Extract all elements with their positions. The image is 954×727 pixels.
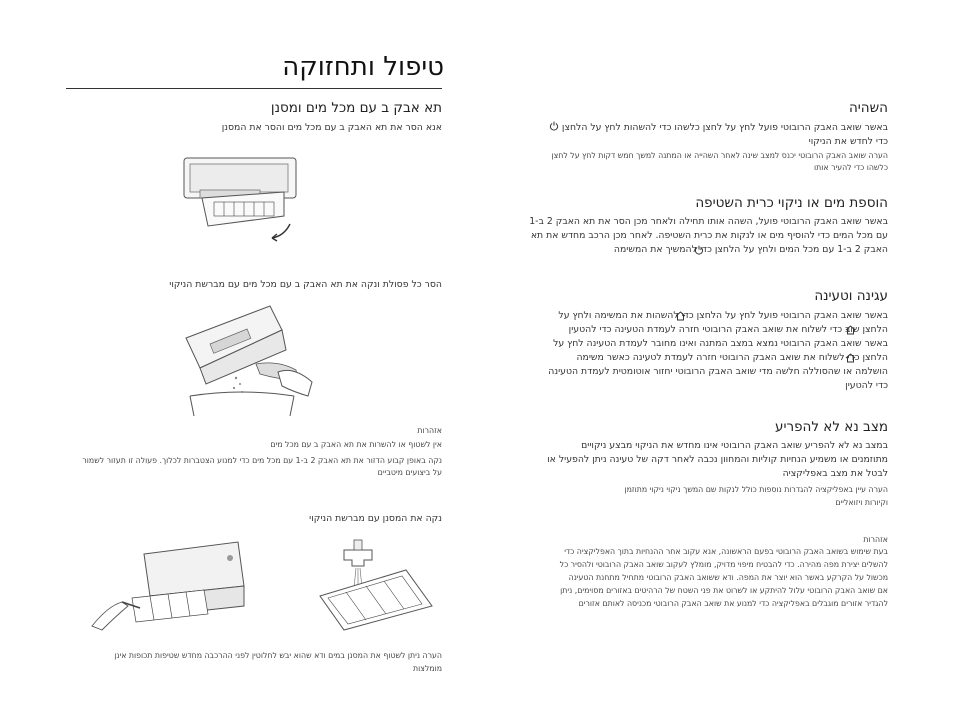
dust-tank-illustration xyxy=(180,152,305,244)
filter-step: נקה את המסנן עם מברשת הניקוי xyxy=(309,513,442,524)
rinse-filter-illustration xyxy=(314,536,442,632)
dock-body-line-1: באשר שואב האבק הרובוטי פועל לחץ על הלחצן כדי להשהות את המשימה ולחץ על xyxy=(558,310,888,321)
section-title: השהיה xyxy=(848,100,888,116)
text: באשר שואב האבק הרובוטי פועל לחץ על לחצן כלשהו כדי להשהות לחץ על הלחצן xyxy=(561,122,888,133)
home-icon xyxy=(845,353,856,363)
dock-body-line-5: הושלמה או שהסוללה חלשה מדי שואב האבק הרובוטי יחזור אוטומטית לעמדת הטעינה xyxy=(548,366,888,377)
tank-step-2: הסר כל פסולת ונקה את תא האבק ב עם מכל מים עם מברשת הניקוי xyxy=(169,279,442,290)
page-title: טיפול ותחזוקה xyxy=(282,52,444,82)
pause-body-line-1 xyxy=(512,121,888,135)
section-dust-tank xyxy=(66,100,442,116)
brush-filter-illustration xyxy=(88,536,248,632)
title-divider xyxy=(66,88,442,89)
tank-warning-line-2: נקה באופן קבוע הדזור את תא האבק 2 ב-1 עם מכל מים כדי למנוע הצטברות לכלוך. פעולה זו תעזור לשמור xyxy=(82,456,442,465)
section-dnd xyxy=(512,419,888,435)
power-icon xyxy=(694,245,704,255)
warning-label: אזהרות xyxy=(863,535,888,544)
warning-line-4: אם שואב האבק הרובוטי עלול להיתקע או לשרוט את פני השטח של הרהיטים באזורים מסוימים, ניתן xyxy=(560,586,888,595)
dnd-body-line-1: במצב נא לא להפריע שואב האבק הרובוטי אינו מחדש את הניקוי מבצע ניקויים xyxy=(581,440,888,451)
filter-note-line-2: מומלצות xyxy=(412,664,442,673)
warning-line-2: להשלים יצירת מפה מהירה. כדי להבטיח מיפוי מדויק, מומלץ לעקוב שואב האבק הרובוטי ולהסיר כל xyxy=(559,560,888,569)
section-title: תא אבק ב עם מכל מים ומסנן xyxy=(270,100,442,116)
pause-note-line-2: כלשהו כדי להעיר אותו xyxy=(814,163,888,172)
emptying-tank-illustration xyxy=(182,300,322,418)
section-title: הוספת מים או ניקוי כרית השטיפה xyxy=(695,195,888,211)
water-body-line-1: באשר שואב האבק הרובוטי פועל, השהה אותו תחילה ולאחר מכן הסר את תא האבק 2 ב-1 xyxy=(529,216,888,227)
tank-warning-line-3: על ביצועים מיטביים xyxy=(377,468,442,477)
filter-note-line-1: הערה ניתן לשטוף את המסנן במים ודא שהוא יבש לחלוטין לפני ההרכבה מחדש שטיפות תכופות אינן xyxy=(114,651,442,660)
text: האבק 2 ב-1 עם מכל המים ולחץ על הלחצן כדי להמשיך את המשימה xyxy=(613,244,888,255)
pause-note-line-1: הערה שואב האבק הרובוטי יכנס למצב שינה לאחר השהייה או המתנה למשך חמש דקות לחץ על לחצן xyxy=(551,151,888,160)
tank-step-1: אנא הסר את תא האבק ב עם מכל מים והסר את המסנן xyxy=(221,122,442,133)
warning-line-5: להגדיר אזורים מוגבלים באפליקציה כדי למנוע את שואב האבק הרובוטי מכניסה לאותם אזורים xyxy=(578,599,888,608)
home-icon xyxy=(845,325,856,335)
home-icon xyxy=(675,311,686,321)
dock-body-line-6: כדי להטעין xyxy=(845,380,888,391)
dock-body-line-2: הלחצן שוב כדי לשלוח את שואב האבק הרובוטי חזרה לעמדת הטעינה כדי להטעין xyxy=(568,324,888,335)
power-icon xyxy=(549,121,559,131)
dnd-note-line-2: וקיורות ויזואליים xyxy=(835,498,888,507)
tank-warning-line-1: אין לשטוף או להשרות את תא האבק ב עם מכל מים xyxy=(270,440,442,449)
warning-line-1: בעת שימוש בשואב האבק הרובוטי בפעם הראשונה, אנא עקוב אחר ההנחיות בתוך האפליקציה כדי xyxy=(564,547,888,556)
warning-line-3: מכשול על הקרקע באשר הוא יוצר את המפה. ודא ששואב האבק הרובוטי מתחיל מתחנת הטעינה xyxy=(568,573,888,582)
tank-warnings-label: אזהרות xyxy=(417,426,442,435)
dnd-body-line-3: לבטל את מצב באפליקציה xyxy=(782,468,888,479)
section-title: עגינה וטעינה xyxy=(814,288,888,304)
pause-body-line-2: כדי לחדש את הניקוי xyxy=(808,136,888,147)
dock-body-line-4: הלחצן כדי לשלוח את שואב האבק הרובוטי חזרה לעמדת לטעינה כאשר משימה xyxy=(576,352,888,363)
dnd-body-line-2: מתוזמנים או משמיע הנחיות קוליות והמחוון נכבה לאחר דקה של טעינה ניתן להפעיל או xyxy=(547,454,888,465)
section-dock xyxy=(512,288,888,304)
dnd-note-line-1: הערה עיין באפליקציה להגדרות נוספות כולל לנקות שם המשך ניקוי ניקוי מתוזמן xyxy=(624,485,888,494)
section-title: מצב נא לא להפריע xyxy=(775,419,888,435)
section-pause xyxy=(512,100,888,116)
dock-body-line-3: באשר שואב האבק הרובוטי נמצא במצב המתנה ואינו מחובר לעמדת הטעינה לחץ על xyxy=(553,338,888,349)
section-water xyxy=(512,195,888,211)
water-body-line-2: עם מכל המים כדי להוסיף מים או לנקות את כרית השטיפה. לאחר מכן הרכב מחדש את תא xyxy=(530,230,888,241)
